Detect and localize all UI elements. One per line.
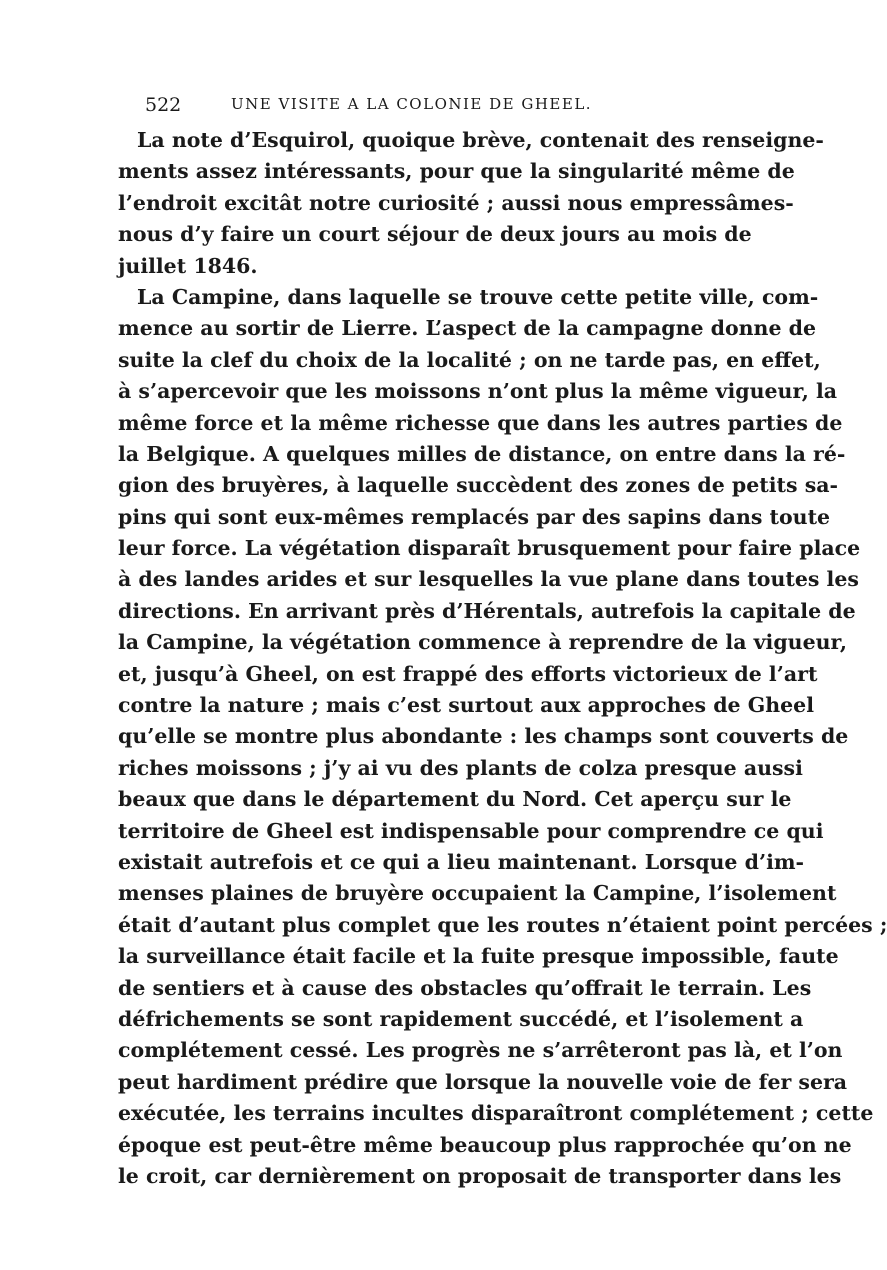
text-line: existait autrefois et ce qui a lieu maintenant. Lorsque d’im-: [118, 849, 805, 874]
text-line: riches moissons ; j’y ai vu des plants de colza presque aussi: [118, 755, 803, 780]
text-line: époque est peut-être même beaucoup plus rapprochée qu’on ne: [118, 1132, 852, 1157]
text-line: ments assez intéressants, pour que la singularité même de: [118, 159, 795, 184]
text-line: contre la nature ; mais c’est surtout aux approches de Gheel: [118, 693, 814, 718]
text-line: qu’elle se montre plus abondante : les champs sont couverts de: [118, 724, 849, 749]
text-line: même force et la même richesse que dans les autres parties de: [118, 410, 843, 435]
page-header: [145, 94, 685, 118]
text-line: leur force. La végétation disparaît brusquement pour faire place: [118, 536, 861, 561]
text-line: peut hardiment prédire que lorsque la nouvelle voie de fer sera: [118, 1069, 848, 1094]
text-line: de sentiers et à cause des obstacles qu’offrait le terrain. Les: [118, 975, 812, 1000]
text-line: menses plaines de bruyère occupaient la Campine, l’isolement: [118, 881, 837, 906]
text-line: à s’apercevoir que les moissons n’ont plus la même vigueur, la: [118, 379, 838, 404]
text-line: était d’autant plus complet que les routes n’étaient point percées ;: [118, 912, 887, 937]
text-line: juillet 1846.: [118, 253, 258, 278]
text-line: La note d’Esquirol, quoique brève, contenait des renseigne-: [137, 128, 824, 152]
text-line: et, jusqu’à Gheel, on est frappé des efforts victorieux de l’art: [118, 661, 818, 686]
text-line: pins qui sont eux-mêmes remplacés par des sapins dans toute: [118, 504, 831, 529]
text-line: à des landes arides et sur lesquelles la vue plane dans toutes les: [118, 567, 859, 592]
text-line: complétement cessé. Les progrès ne s’arrêteront pas là, et l’on: [118, 1038, 843, 1063]
body-text: [118, 125, 887, 1192]
text-line: gion des bruyères, à laquelle succèdent des zones de petits sa-: [118, 473, 839, 498]
text-line: la Belgique. A quelques milles de distance, on entre dans la ré-: [118, 441, 846, 466]
text-line: la Campine, la végétation commence à reprendre de la vigueur,: [118, 630, 847, 655]
text-line: beaux que dans le département du Nord. Cet aperçu sur le: [118, 787, 792, 812]
text-line: suite la clef du choix de la localité ; on ne tarde pas, en effet,: [118, 347, 821, 372]
text-line: territoire de Gheel est indispensable pour comprendre ce qui: [118, 818, 824, 843]
text-line: le croit, car dernièrement on proposait de transporter dans les: [118, 1163, 842, 1188]
text-line: mence au sortir de Lierre. L’aspect de la campagne donne de: [118, 316, 817, 341]
page-number: 522: [145, 94, 182, 116]
text-line: exécutée, les terrains incultes disparaîtront complétement ; cette: [118, 1101, 874, 1126]
text-line: directions. En arrivant près d’Hérentals, autrefois la capitale de: [118, 598, 856, 623]
text-line: La Campine, dans laquelle se trouve cette petite ville, com-: [137, 284, 819, 309]
text-line: défrichements se sont rapidement succédé, et l’isolement a: [118, 1006, 804, 1031]
text-line: la surveillance était facile et la fuite presque impossible, faute: [118, 944, 839, 969]
running-title: UNE VISITE A LA COLONIE DE GHEEL.: [231, 95, 593, 113]
text-line: l’endroit excitât notre curiosité ; aussi nous empressâmes-: [118, 190, 794, 215]
text-line: nous d’y faire un court séjour de deux jours au mois de: [118, 222, 752, 247]
